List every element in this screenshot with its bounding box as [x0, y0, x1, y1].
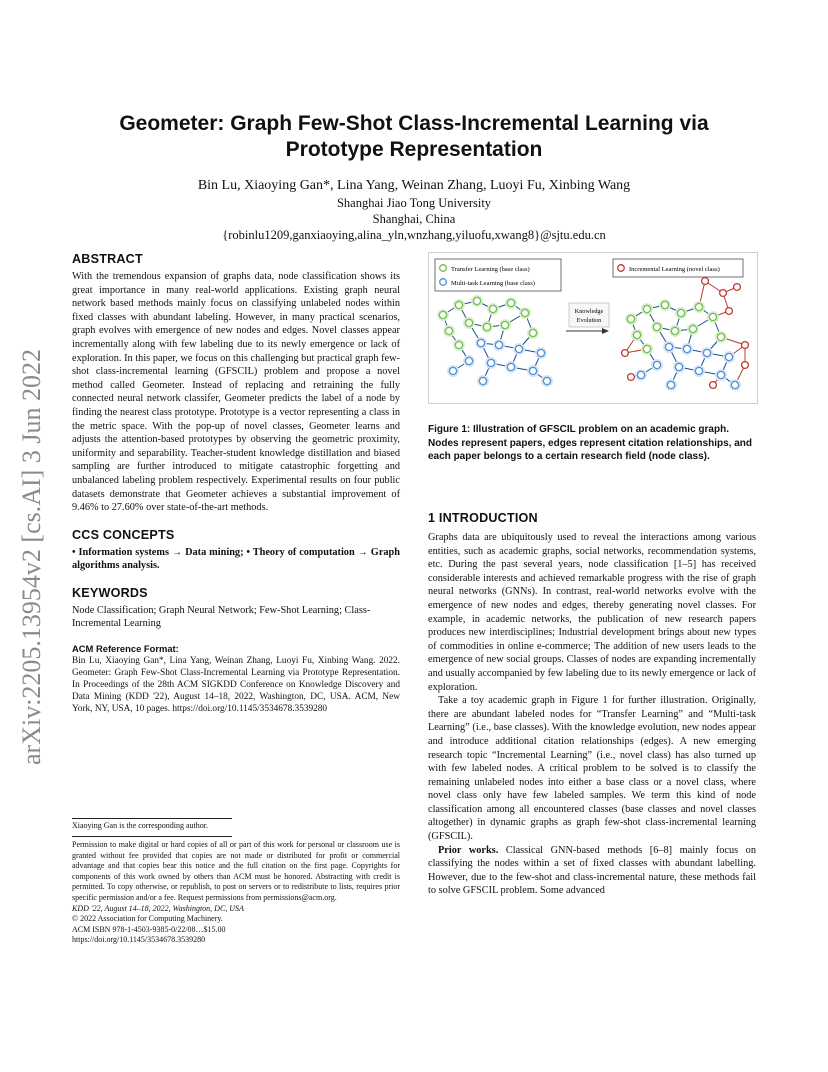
legend-incremental: Incremental Learning (novel class) [629, 266, 720, 273]
intro-para-3 [428, 844, 756, 898]
base-node [529, 329, 536, 336]
right-graph [622, 278, 749, 391]
venue-line: KDD '22, August 14–18, 2022, Washington, DC, USA [72, 903, 244, 913]
figure-1-caption: Figure 1: Illustration of GFSCIL problem on an academic graph. Nodes represent papers, edges represent citation relationships, and each paper belongs to a certain research field (node class). [428, 424, 752, 463]
legend-transfer: Transfer Learning (base class) [451, 266, 530, 273]
base-node [731, 381, 738, 388]
title-line-2: Prototype Representation [285, 138, 543, 161]
arxiv-stamp [8, 300, 52, 770]
authors: Bin Lu, Xiaoying Gan*, Lina Yang, Weinan Zhang, Luoyi Fu, Xinbing Wang [197, 178, 631, 193]
ccs-heading: CCS CONCEPTS [72, 527, 175, 542]
base-node [439, 311, 446, 318]
keywords-text: Node Classification; Graph Neural Network; Few-Shot Learning; Class-Incremental Learning [72, 604, 371, 630]
base-node [537, 349, 544, 356]
base-node [515, 345, 522, 352]
acm-ref-text: Bin Lu, Xiaoying Gan*, Lina Yang, Weinan Zhang, Luoyi Fu, Xinbing Wang. 2022. Geometer: Graph Few-Shot Class-Incremental Learning via Prototype Representation. In Proceedings of the 28th ACM SIGKDD Conference on Knowledge Discovery and Data Mining (KDD '22), August 14–18, 2022, Washington, DC, USA. ACM, New York, NY, USA, 10 pages. https://doi.org/10.1145/3534678.3539280 [72, 656, 400, 715]
novel-node [622, 350, 629, 357]
base-node [495, 341, 502, 348]
arxiv-stamp-text: arXiv:2205.13954v2 [cs.AI] 3 Jun 2022 [17, 349, 46, 765]
figure-1 [428, 252, 758, 404]
base-node [667, 381, 674, 388]
copyright-line: © 2022 Association for Computing Machinery. [72, 914, 223, 924]
base-node [487, 359, 494, 366]
base-node [521, 309, 528, 316]
base-node [653, 361, 660, 368]
base-node [477, 339, 484, 346]
permission-rule [72, 836, 232, 837]
base-node [473, 297, 480, 304]
base-node [671, 327, 678, 334]
location: Shanghai, China [372, 212, 456, 226]
base-node [455, 341, 462, 348]
novel-node [702, 278, 709, 285]
right-column [428, 511, 756, 898]
permission-text: Permission to make digital or hard copies of all or part of this work for personal or classroom use is granted without fee provided that copies are not made or distributed for profit or commercial advantage and that copies bear this notice and the full citation on the first page. Copyrights for components of this work owned by others than ACM must be honored. Abstracting with credit is permitted. To copy otherwise, or republish, to post on servers or to redistribute to lists, requires prior specific permission and/or a fee. Request permissions from permissions@acm.org. [72, 840, 400, 902]
base-node [677, 309, 684, 316]
base-node [709, 313, 716, 320]
base-node [643, 305, 650, 312]
base-node [695, 303, 702, 310]
doi-line: https://doi.org/10.1145/3534678.3539280 [72, 935, 206, 945]
affiliation: Shanghai Jiao Tong University [336, 196, 492, 210]
novel-node [742, 342, 749, 349]
intro-heading: 1 INTRODUCTION [428, 511, 538, 525]
base-node [665, 343, 672, 350]
novel-node [720, 290, 727, 297]
base-node [689, 325, 696, 332]
base-node [489, 305, 496, 312]
arrow-label-1: Knowledge [574, 308, 604, 315]
base-node [465, 319, 472, 326]
base-node [653, 323, 660, 330]
base-node [465, 357, 472, 364]
corresponding-note: Xiaoying Gan is the corresponding author. [72, 821, 208, 830]
base-node [627, 315, 634, 322]
paper-title [72, 111, 756, 163]
base-node [507, 299, 514, 306]
keywords-heading: KEYWORDS [72, 585, 148, 600]
base-node [675, 363, 682, 370]
permission-block [72, 840, 400, 946]
novel-node [628, 374, 635, 381]
base-node [661, 301, 668, 308]
base-node [683, 345, 690, 352]
base-node [637, 371, 644, 378]
isbn-line: ACM ISBN 978-1-4503-9385-0/22/08…$15.00 [72, 924, 226, 934]
base-node [725, 353, 732, 360]
base-node [543, 377, 550, 384]
novel-node [726, 308, 733, 315]
acm-ref-heading: ACM Reference Format: [72, 643, 179, 655]
base-node [501, 321, 508, 328]
base-node [643, 345, 650, 352]
novel-node [734, 284, 741, 291]
base-node [449, 367, 456, 374]
base-node [507, 363, 514, 370]
left-column [72, 252, 400, 716]
title-line-1: Geometer: Graph Few-Shot Class-Incremental Learning via [119, 112, 709, 135]
legend-multitask: Multi-task Learning (base class) [451, 280, 535, 287]
base-node [695, 367, 702, 374]
abstract-heading: ABSTRACT [72, 252, 143, 266]
arrow-label-2: Evolution [576, 317, 602, 324]
base-node [445, 327, 452, 334]
base-node [455, 301, 462, 308]
base-node [483, 323, 490, 330]
base-node [703, 349, 710, 356]
footnote-rule [72, 818, 232, 819]
figure-1-graph [429, 253, 757, 403]
base-node [529, 367, 536, 374]
base-node [717, 333, 724, 340]
ccs-text: • Information systems → Data mining; • Theory of computation → Graph algorithms analysis. [72, 546, 400, 572]
emails: {robinlu1209,ganxiaoying,alina_yln,wnzhang,yiluofu,xwang8}@sjtu.edu.cn [222, 228, 606, 242]
novel-node [742, 362, 749, 369]
intro-para-3-text: Classical GNN-based methods [6–8] mainly focus on classifying the nodes within a set of fixed classes with abundant labelling. However, due to the few-shot and class-incremental nature, these methods fail to solve GFSCIL problem. Some advanced [428, 844, 756, 897]
abstract-text: With the tremendous expansion of graphs data, node classification shows its great importance in many real-world applications. Existing graph neural network based methods mainly focus on classifying unlabeled nodes within fixed classes with abundant labeling. However, in many practical scenarios, graph evolves with emergence of new nodes and edges. Novel classes appear incrementally along with few labeling due to its newly emergence or lack of exploration. In this paper, we focus on this challenging but practical graph few-shot class-incremental learning (GFSCIL) problem and propose a novel method called Geometer. Instead of replacing and retraining the fully connected neural network classifer, Geometer predicts the label of a node by finding the nearest class prototype. Prototype is a vector representing a class in the metric space. With the pop-up of novel classes, Geometer learns and adjusts the attention-based prototypes by observing the geometric proximity, uniformity and separability. Teacher-student knowledge distillation and biased sampling are further introduced to mitigate catastrophic forgetting and unbalanced labeling problem respectively. Experimental results on four public datasets demonstrate that Geometer achieves a substantial improvement of 9.46% to 27.60% over state-of-the-art methods. [72, 271, 400, 514]
intro-para-3-lead: Prior works. [438, 844, 499, 856]
base-node [479, 377, 486, 384]
base-node [717, 371, 724, 378]
base-node [633, 331, 640, 338]
intro-para-1: Graphs data are ubiquitously used to reveal the interactions among various entities, such as academic graphs, social networks, recommendation systems, etc. During the past several years, node classification [1–5] has received considerable interests and achieved remarkable progress with the rise of graph neural networks (GNNs). In contrast, real-world networks evolve with the emergence of new nodes and edges, thereby generating novel classes. For example, in academic networks, the publication of new research papers produces new interdisciplines; Industrial development brings about new types of commodities in online e-commerce; The addition of new users leads to the emergence of new social groups. Classes of nodes are expanding incrementally and usually accompanied by few labeling due to its newly emergence or lack of exploration. [428, 532, 756, 693]
left-graph [437, 295, 553, 387]
intro-para-2: Take a toy academic graph in Figure 1 for further illustration. Originally, there are abundant labeled nodes for “Transfer Learning” and “Multi-task Learning” (i.e., base classes). With the knowledge evolution, new nodes appear and introduce additional citation relationships (edges). A new emerging research topic “Incremental Learning” (i.e., novel class) has also turned up with few labeled nodes. A critical problem to be solved is to classify the remaining unlabeled nodes into either a base class or a novel class, where novel class only have few labeled samples. We term this kind of node classification among all encountered classes (base classes and novel classes altogether) in dynamic graphs as graph few-shot class-incremental learning (GFSCIL). [428, 695, 756, 843]
author-block [72, 177, 756, 243]
novel-node [710, 382, 717, 389]
